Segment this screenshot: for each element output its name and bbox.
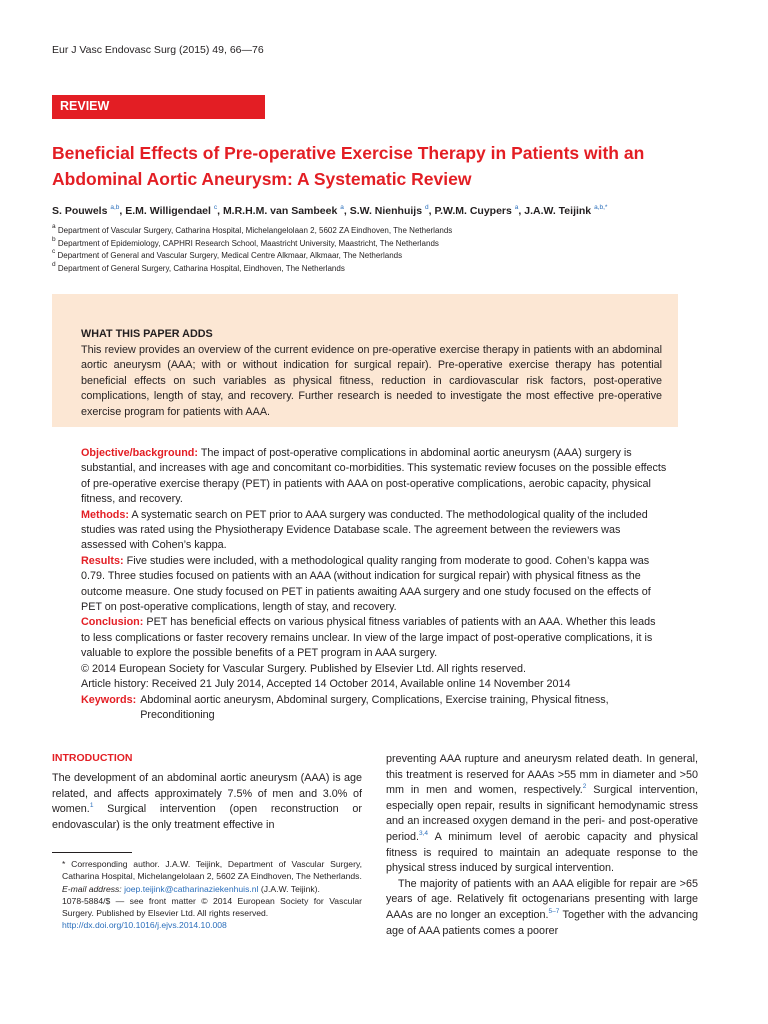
journal-reference: Eur J Vasc Endovasc Surg (2015) 49, 66—76 <box>52 44 264 56</box>
paragraph: preventing AAA rupture and aneurysm related death. In general, this treatment is reserved for AAAs >55 mm in diameter and >50 mm in men and women, respectively.$^2$ Surgical intervention, especially open repair, results in significant hemodynamic stress and an increased oxygen demand in the peri- and post-operative period.$^{3,4}$ A minimum level of aerobic capacity and physical fitness is required to maintain an adequate response to the physical stress induced by surgical intervention. <box>386 753 698 875</box>
keywords-list: Abdominal aortic aneurysm, Abdominal surgery, Complications, Exercise training, Physical fitness, Preconditioning <box>140 693 609 721</box>
author-affiliation-marker[interactable]: a <box>514 204 519 211</box>
abstract-label: Results: <box>81 554 124 567</box>
author-name[interactable]: S. Pouwels <box>52 205 108 217</box>
author-name[interactable]: P.W.M. Cuypers <box>434 205 512 217</box>
email-line: E-mail address: joep.teijink@catharinaziekenhuis.nl (J.A.W. Teijink). <box>62 883 320 894</box>
citation-link[interactable]: 1 <box>89 802 94 810</box>
introduction-heading: INTRODUCTION <box>52 752 133 764</box>
box-heading: WHAT THIS PAPER ADDS <box>81 328 213 340</box>
box-text: This review provides an overview of the current evidence on pre-operative exercise therapy in patients with an abdominal aortic aneurysm (AAA; with or without indication for surgical repair). Pre-operative exercise therapy has potential beneficial effects on such variables as physical fitness, reduction in cardiovascular risk factors, post-operative complications, length of stay, and recovery. Further research is needed to investigate the most effective pre-operative exercise program for patients with AAA. <box>81 343 662 418</box>
citation-link[interactable]: 3,4 <box>419 829 429 837</box>
author-affiliation-marker[interactable]: a,b <box>110 204 120 211</box>
citation-link[interactable]: 2 <box>582 783 587 791</box>
abstract-methods: Methods: A systematic search on PET prior to AAA surgery was conducted. The methodological quality of the included studies was rated using the Physiotherapy Evidence Database scale. The agreement between the reviewers was assessed with Cohen’s kappa. <box>81 508 648 552</box>
affiliation: $^a$ Department of Vascular Surgery, Catharina Hospital, Michelangelolaan 2, 5602 ZA Eindhoven, The Netherlands <box>52 223 453 235</box>
abstract-objective: Objective/background: The impact of post-operative complications in abdominal aortic aneurysm (AAA) surgery is substantial, and increases with age and concomitant co-morbidities. This systematic review focuses on the possible effects of pre-operative exercise therapy (PET) in patients with AAA on post-operative complications, aerobic capacity, physical fitness, and recovery. <box>81 447 667 506</box>
author-affiliation-marker[interactable]: a,b,* <box>594 204 608 211</box>
article-title <box>52 140 732 192</box>
section-label: REVIEW <box>52 95 265 119</box>
author-affiliation-marker[interactable]: d <box>424 204 429 211</box>
introduction-column-1: The development of an abdominal aortic aneurysm (AAA) is age related, and affects approximately 7.5% of men and 3.0% of women.$^1$ Surgical intervention (open reconstruction or endovascular) is the only treatment effective in <box>52 772 362 831</box>
affiliation: $^d$ Department of General Surgery, Catharina Hospital, Eindhoven, The Netherlands <box>52 260 345 273</box>
paragraph: The majority of patients with an AAA eligible for repair are >65 years of age. Relatively fit octogenarians presenting with large AAAs are no longer an exception.$^{5-7}$ Together with the advancing age of AAA patients comes a poorer <box>386 877 699 937</box>
article-history: Article history: Received 21 July 2014, Accepted 14 October 2014, Available online 14 November 2014 <box>81 678 571 691</box>
title-line-1: Beneficial Effects of Pre-operative Exercise Therapy in Patients with an <box>52 143 645 163</box>
author-name[interactable]: E.M. Willigendael <box>125 205 211 217</box>
abstract-label: Conclusion: <box>81 616 144 629</box>
email-link[interactable]: joep.teijink@catharinaziekenhuis.nl <box>124 883 259 894</box>
what-this-paper-adds-box <box>52 294 678 427</box>
title-line-2: Abdominal Aortic Aneurysm: A Systematic Review <box>52 169 472 189</box>
author-list: S. Pouwels $^{a,b}$, E.M. Willigendael $^c$, M.R.H.M. van Sambeek $^a$, S.W. Nienhuijs $^d$, P.W.M. Cuypers $^a$, J.A.W. Teijink $^{a,b,*}$ <box>52 204 608 217</box>
introduction-column-2 <box>386 752 698 939</box>
keywords-label: Keywords: <box>81 693 137 706</box>
abstract-results: Results: Five studies were included, with a methodological quality ranging from moderate to good. Cohen’s kappa was 0.79. Three studies focused on patients with an AAA (without indication for surgical repair) with physical fitness as the outcome measure. One study focused on PET in patients awaiting AAA surgery and one study focused on the effects of PET on post-operative complications, length of stay, and recovery. <box>81 554 651 614</box>
author-affiliation-marker[interactable]: c <box>213 204 218 211</box>
abstract-label: Methods: <box>81 508 129 521</box>
footnote <box>52 858 362 932</box>
copyright: © 2014 European Society for Vascular Surgery. Published by Elsevier Ltd. All rights reserved. <box>81 662 527 675</box>
author-affiliation-marker[interactable]: a <box>340 204 344 211</box>
issn-line: 1078-5884/$ — see front matter © 2014 European Society for Vascular Surgery. Published by Elsevier Ltd. All rights reserved. <box>62 895 362 919</box>
author-name[interactable]: S.W. Nienhuijs <box>349 205 423 217</box>
author-name[interactable]: M.R.H.M. van Sambeek <box>222 205 338 217</box>
affiliations <box>52 225 452 275</box>
affiliation: $^c$ Department of General and Vascular Surgery, Medical Centre Alkmaar, Alkmaar, The Netherlands <box>52 248 403 260</box>
citation-link[interactable]: 5–7 <box>548 907 560 915</box>
abstract-label: Objective/background: <box>81 447 198 459</box>
keywords <box>81 693 667 724</box>
affiliation: $^b$ Department of Epidemiology, CAPHRI Research School, Maastricht University, Maastricht, The Netherlands <box>52 235 439 248</box>
author-name[interactable]: J.A.W. Teijink <box>524 205 592 217</box>
abstract-conclusion: Conclusion: PET has beneficial effects on various physical fitness variables of patients with an AAA. Whether this leads to less complications or faster recovery remains unclear. In view of the large impact of post-operative complications, it is valuable to explore the possible benefits of a PET program in AAA surgery. <box>81 616 656 660</box>
footnote-divider <box>52 852 132 853</box>
abstract <box>81 446 667 723</box>
doi-link[interactable]: http://dx.doi.org/10.1016/j.ejvs.2014.10.008 <box>62 920 227 931</box>
corresponding-author: * Corresponding author. J.A.W. Teijink, Department of Vascular Surgery, Catharina Hospital, Michelangelolaan 2, 5602 ZA Eindhoven, The Netherlands. <box>62 859 362 882</box>
